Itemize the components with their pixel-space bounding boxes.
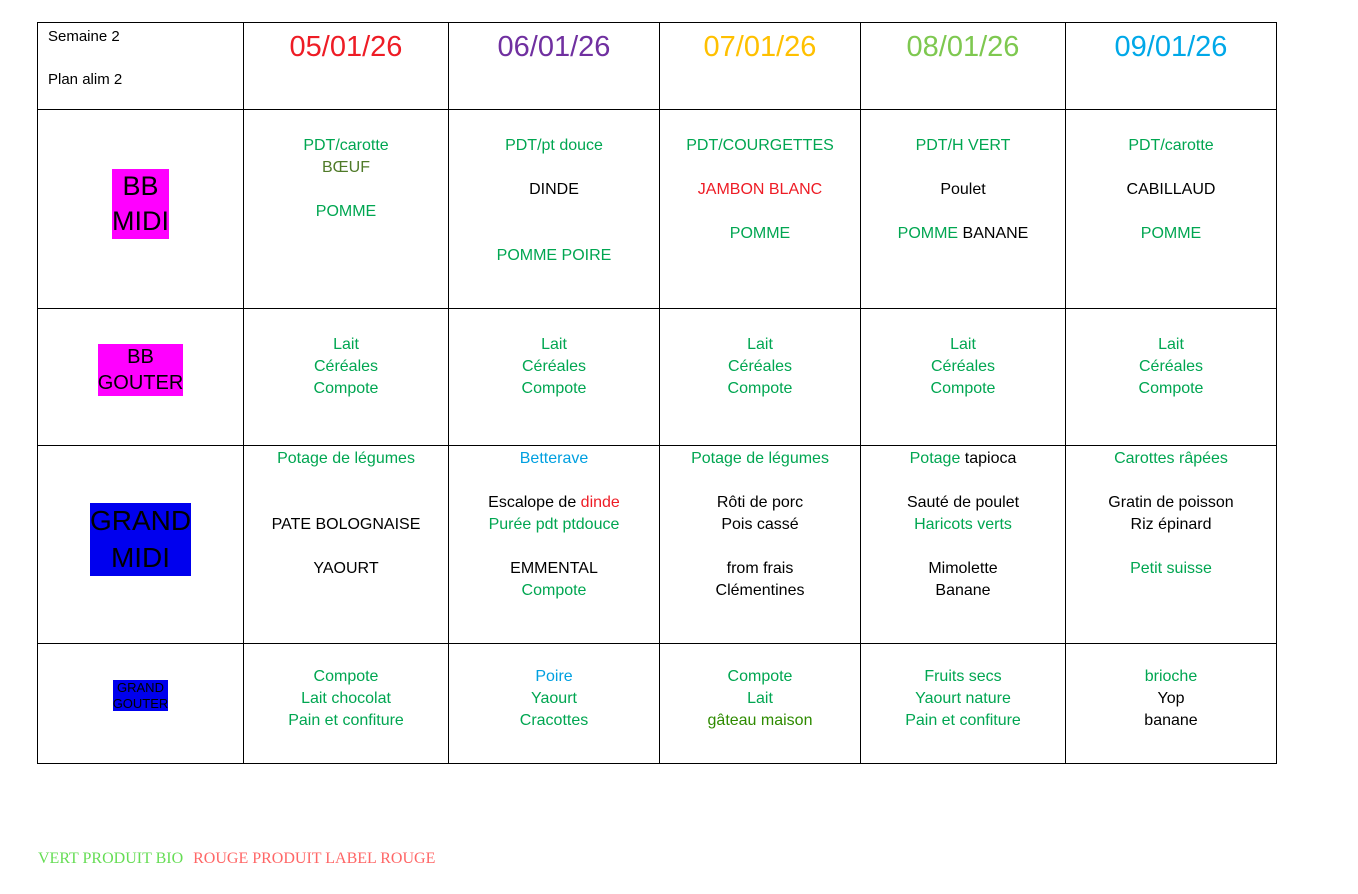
meal-item: Haricots verts: [914, 516, 1012, 533]
meal-item: Compote: [930, 380, 996, 397]
meal-item: Céréales: [1138, 358, 1204, 375]
row-label-grand-midi: GRAND MIDI: [90, 503, 191, 576]
row-label-bb-midi: BB MIDI: [112, 169, 169, 239]
meal-item: Lait: [541, 336, 567, 353]
meal-item: Rôti de porc: [716, 494, 804, 511]
meal-item: [449, 157, 659, 179]
plan-label: Plan alim 2: [48, 71, 123, 88]
meal-item: Sauté de poulet: [906, 494, 1020, 511]
meal-cell: [660, 644, 861, 764]
meal-item: Potage de légumes: [277, 450, 415, 467]
meal-item: Lait: [747, 690, 773, 707]
meal-cell: [660, 309, 861, 446]
meal-cell: [1066, 644, 1277, 764]
meal-item: Fruits secs: [924, 668, 1002, 685]
meal-item: Purée pdt ptdouce: [488, 516, 620, 533]
meal-item: gâteau maison: [707, 712, 813, 729]
meal-item: Céréales: [313, 358, 379, 375]
meal-item: Compote: [313, 668, 379, 685]
meal-item: Lait: [950, 336, 976, 353]
meal-item: Poulet: [940, 181, 986, 198]
date-header: 08/01/26: [906, 31, 1020, 63]
meal-item-part: tapioca: [964, 450, 1017, 467]
meal-item: Céréales: [521, 358, 587, 375]
meal-item: [861, 536, 1065, 558]
meal-item: [449, 470, 659, 492]
meal-cell: [449, 644, 660, 764]
meal-item: Céréales: [930, 358, 996, 375]
meal-item: brioche: [1144, 668, 1198, 685]
meal-item: [244, 179, 448, 201]
row-label-cell: [38, 110, 244, 309]
meal-item: from frais: [726, 560, 794, 577]
meal-item-part: Escalope de: [488, 494, 581, 511]
row-grand-midi: [38, 446, 1277, 644]
meal-cell: [244, 309, 449, 446]
meal-item: [449, 201, 659, 223]
meal-cell: [660, 446, 861, 644]
meal-item: Gratin de poisson: [1108, 494, 1234, 511]
legend-bio: VERT PRODUIT BIO: [38, 850, 184, 867]
meal-item: [244, 492, 448, 514]
meal-cell: [1066, 446, 1277, 644]
meal-item: Compote: [1138, 380, 1204, 397]
meal-item: [1066, 470, 1276, 492]
meal-item: YAOURT: [313, 560, 379, 577]
meal-item: Compote: [521, 380, 587, 397]
meal-item: [244, 470, 448, 492]
header-row: [38, 23, 1277, 110]
date-cell: [660, 23, 861, 110]
meal-cell: [1066, 110, 1277, 309]
meal-cell: [1066, 309, 1277, 446]
meal-item: [861, 201, 1065, 223]
meal-item: [660, 470, 860, 492]
meal-item-part: dinde: [580, 494, 620, 511]
meal-item: Pain et confiture: [288, 712, 404, 729]
meal-cell: [861, 110, 1066, 309]
meal-item: [1066, 157, 1276, 179]
meal-item: PDT/COURGETTES: [686, 137, 834, 154]
date-cell: [244, 23, 449, 110]
row-label-cell: [38, 446, 244, 644]
meal-item: PDT/carotte: [303, 137, 389, 154]
meal-item: Betterave: [519, 450, 589, 467]
meal-item: Compote: [521, 582, 587, 599]
meal-item: POMME: [1140, 225, 1202, 242]
meal-item: [1066, 201, 1276, 223]
meal-item: EMMENTAL: [510, 560, 598, 577]
meal-item-part: Potage: [909, 450, 965, 467]
meal-item: BŒUF: [322, 159, 370, 176]
row-label-bb-gouter: BB GOUTER: [97, 346, 184, 394]
meal-item: [449, 223, 659, 245]
meal-cell: [449, 110, 660, 309]
meal-item: banane: [1144, 712, 1198, 729]
meal-item: [861, 157, 1065, 179]
date-header: 07/01/26: [703, 31, 817, 63]
meal-cell: [861, 644, 1066, 764]
meal-cell: [244, 446, 449, 644]
meal-item: Lait: [333, 336, 359, 353]
meal-item: JAMBON BLANC: [697, 181, 823, 198]
meal-item: PATE BOLOGNAISE: [271, 516, 421, 533]
meal-cell: [449, 446, 660, 644]
meal-item: Carottes râpées: [1114, 450, 1228, 467]
meal-item: Lait: [1158, 336, 1184, 353]
meal-item: POMME: [729, 225, 791, 242]
meal-item: Compote: [727, 668, 793, 685]
meal-cell: [244, 110, 449, 309]
meal-item: PDT/carotte: [1128, 137, 1214, 154]
meal-item: Cracottes: [519, 712, 589, 729]
row-grand-gouter: [38, 644, 1277, 764]
meal-cell: [660, 110, 861, 309]
date-cell: [1066, 23, 1277, 110]
meal-item: Lait: [747, 336, 773, 353]
meal-item: Compote: [727, 380, 793, 397]
meal-item: [861, 470, 1065, 492]
meal-item: CABILLAUD: [1126, 181, 1216, 198]
meal-item: POMME: [315, 203, 377, 220]
row-label-cell: [38, 309, 244, 446]
meal-item: DINDE: [529, 181, 579, 198]
meal-item: Potage de légumes: [691, 450, 829, 467]
meal-item: [449, 492, 659, 514]
meal-item: [1066, 536, 1276, 558]
meal-item: Céréales: [727, 358, 793, 375]
meal-item: Pain et confiture: [905, 712, 1021, 729]
meal-item: [861, 223, 1065, 245]
meal-cell: [861, 309, 1066, 446]
meal-item: Yaourt: [531, 690, 577, 707]
meal-item: [660, 201, 860, 223]
row-bb-midi: [38, 110, 1277, 309]
meal-item: POMME POIRE: [496, 247, 612, 264]
week-label: Semaine 2: [48, 28, 120, 45]
row-label-grand-gouter: GRAND GOUTER: [112, 679, 169, 711]
date-header: 05/01/26: [289, 31, 403, 63]
legend: [38, 850, 441, 868]
corner-cell: [38, 23, 244, 110]
meal-cell: [244, 644, 449, 764]
meal-item: PDT/pt douce: [505, 137, 603, 154]
date-header: 09/01/26: [1114, 31, 1228, 63]
row-label-cell: [38, 644, 244, 764]
meal-item: [660, 536, 860, 558]
meal-item: PDT/H VERT: [915, 137, 1011, 154]
meal-item: Lait chocolat: [301, 690, 391, 707]
date-cell: [861, 23, 1066, 110]
meal-item: Compote: [313, 380, 379, 397]
row-bb-gouter: [38, 309, 1277, 446]
meal-item: Petit suisse: [1130, 560, 1212, 577]
meal-item: Poire: [535, 668, 573, 685]
date-header: 06/01/26: [497, 31, 611, 63]
meal-item: Yop: [1157, 690, 1185, 707]
meal-item: Pois cassé: [721, 516, 799, 533]
date-cell: [449, 23, 660, 110]
meal-item: Mimolette: [928, 560, 998, 577]
meal-item: [244, 536, 448, 558]
meal-item: Yaourt nature: [915, 690, 1011, 707]
meal-cell: [861, 446, 1066, 644]
meal-item: Riz épinard: [1130, 516, 1212, 533]
meal-item: [449, 536, 659, 558]
meal-item: [660, 157, 860, 179]
meal-cell: [449, 309, 660, 446]
meal-item-part: BANANE: [962, 225, 1029, 242]
legend-label-rouge: ROUGE PRODUIT LABEL ROUGE: [193, 850, 436, 867]
meal-item: [861, 448, 1065, 470]
meal-item: Clémentines: [715, 582, 805, 599]
meal-item-part: POMME: [897, 225, 963, 242]
meal-plan-table: [37, 22, 1277, 764]
meal-item: Banane: [935, 582, 991, 599]
